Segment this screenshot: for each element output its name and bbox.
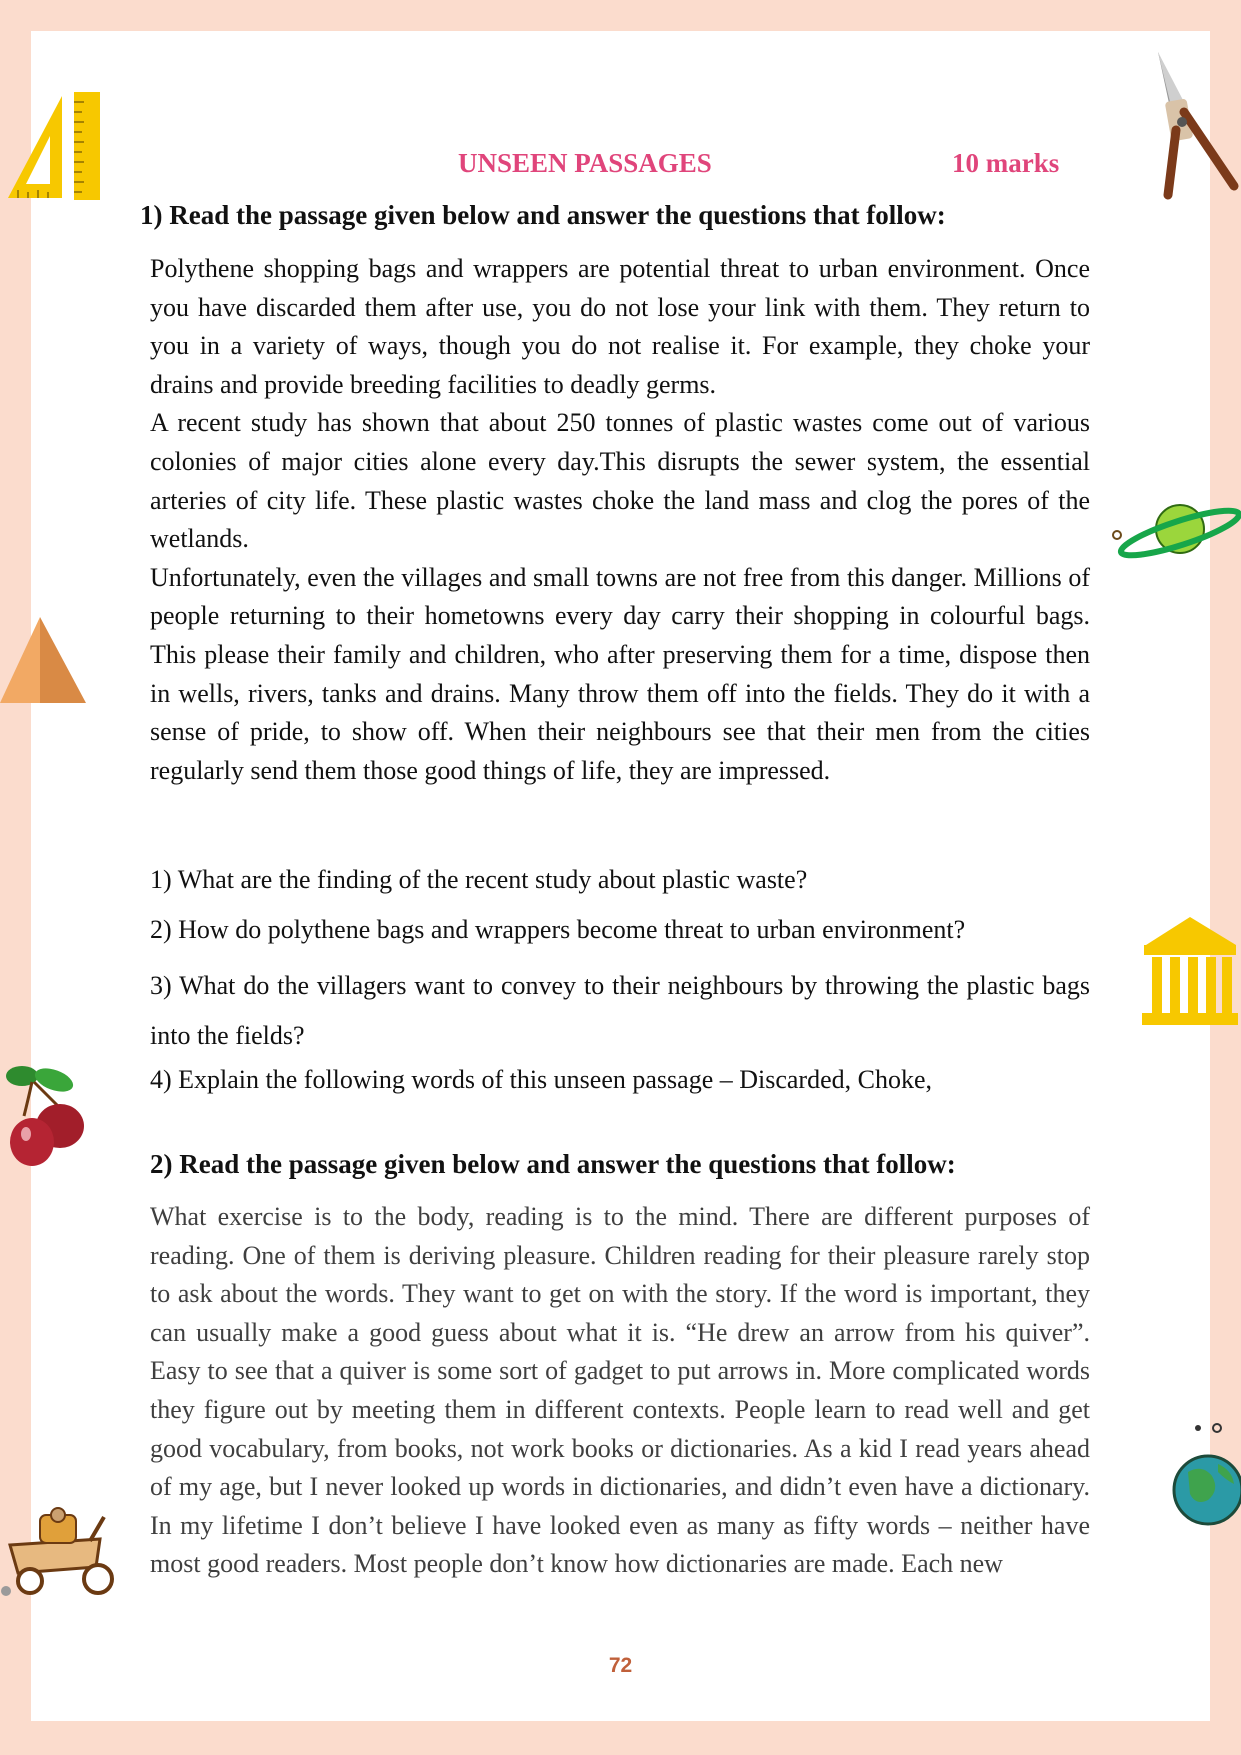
pyramid-icon bbox=[0, 615, 90, 705]
globe-icon bbox=[1168, 1420, 1241, 1530]
passage-2-paragraph: What exercise is to the body, reading is to the mind. There are different purposes of reading. One of them is deriving pleasure. Children reading for their pleasure rarely stop to ask about the words. They want to get on with the story. If the word is important, they can usually make a good guess about what it is. “He drew an arrow from his quiver”. Easy to see that a quiver is some sort of gadget to put arrows in. More complicated words they figure out by meeting them in different contexts. People learn to read well and get good vocabulary, from books, not work books or dictionaries. As a kid I read years ahead of my age, but I never looked up words in dictionaries, and didn’t even have a dictionary. In my lifetime I don’t believe I have looked even as many as fifty words – neither have most good readers. Most people don’t know how dictionaries are made. Each new bbox=[150, 1202, 1090, 1579]
passage-1-questions bbox=[150, 861, 1090, 1099]
question-3: 3) What do the villagers want to convey to their neighbours by throwing the plastic bags into the fields? bbox=[150, 971, 1090, 1050]
section-title: UNSEEN PASSAGES bbox=[458, 148, 712, 178]
question-1: 1) What are the finding of the recent study about plastic waste? bbox=[150, 865, 808, 894]
question-2: 2) How do polythene bags and wrappers become threat to urban environment? bbox=[150, 915, 966, 944]
question-4: 4) Explain the following words of this unseen passage – Discarded, Choke, bbox=[150, 1065, 933, 1094]
ruler-icon bbox=[4, 88, 104, 203]
marks-label: 10 marks bbox=[952, 148, 1060, 178]
passage-1-heading: 1) Read the passage given below and answer the questions that follow: bbox=[140, 200, 946, 230]
cart-icon bbox=[0, 1505, 125, 1600]
pillar-icon bbox=[1140, 915, 1241, 1030]
passage-1-paragraph: Unfortunately, even the villages and small towns are not free from this danger. Millions of people returning to their hometowns every day carry their shopping in colourful bags. This please their family and children, who after preserving them for a time, dispose then in wells, rivers, tanks and drains. Many throw them off into the fields. They do it with a sense of pride, to show off. When their neighbours see that their men from the cities regularly send them those good things of life, they are impressed. bbox=[150, 562, 1090, 785]
passage-2-heading: 2) Read the passage given below and answer the questions that follow: bbox=[150, 1149, 956, 1179]
cherries-icon bbox=[2, 1060, 90, 1170]
passage-1-paragraph: A recent study has shown that about 250 tonnes of plastic wastes come out of various colonies of major cities alone every day.This disrupts the sewer system, the essential arteries of city life. These plastic wastes choke the land mass and clog the pores of the wetlands. bbox=[150, 408, 1090, 554]
passage-2 bbox=[150, 1198, 1090, 1584]
page-number: 72 bbox=[608, 1654, 633, 1677]
passage-1-paragraph: Polythene shopping bags and wrappers are potential threat to urban environment. Once you have discarded them after use, you do not lose your link with them. They return to you in a variety of ways, though you do not realise it. For example, they choke your drains and provide breeding facilities to deadly germs. bbox=[150, 254, 1090, 399]
scissors-icon bbox=[1150, 50, 1240, 200]
planet-icon bbox=[1110, 495, 1241, 570]
passage-1 bbox=[150, 250, 1090, 790]
